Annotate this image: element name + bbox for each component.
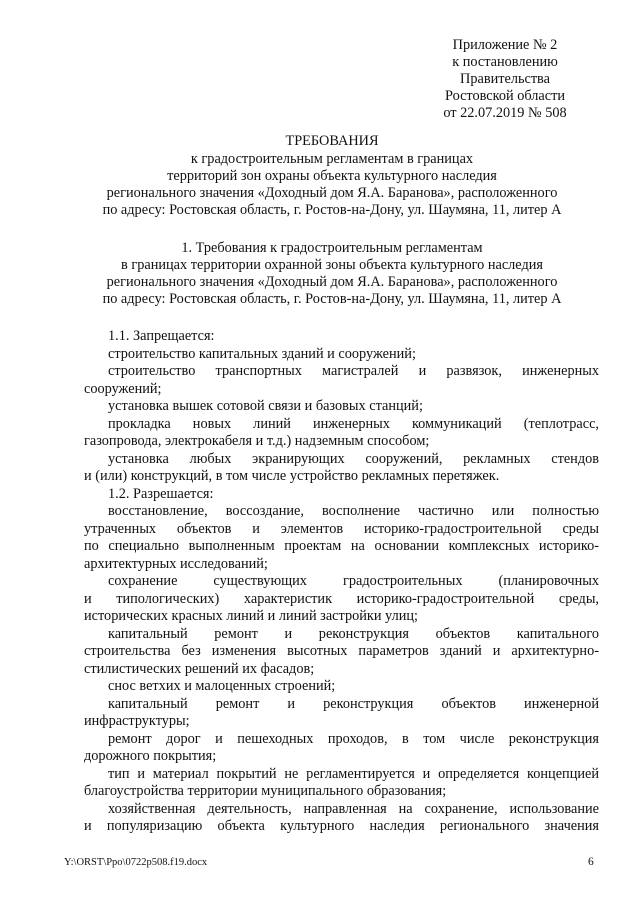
- body-line: установка вышек сотовой связи и базовых станций;: [108, 398, 423, 414]
- body-line: тип и материал покрытий не регламентируется и определяется концепцией: [108, 765, 599, 782]
- body-line: дорожного покрытия;: [84, 748, 217, 764]
- body-line: хозяйственная деятельность, направленная на сохранение, использование: [108, 800, 599, 817]
- body-line: и популяризацию объекта культурного наследия регионального значения: [84, 818, 599, 834]
- appendix-line: Ростовской области: [444, 88, 566, 104]
- title-line: территорий зон охраны объекта культурного наследия: [167, 168, 497, 184]
- body-line: стилистических решений их фасадов;: [84, 660, 315, 677]
- body-line: и типологических) характеристик историко-градостроительной среды,: [84, 590, 599, 607]
- document-body: [84, 328, 599, 836]
- page-number: 6: [588, 856, 594, 868]
- footer-file-path: Y:\ORST\Ppo\0722p508.f19.docx: [64, 857, 208, 868]
- body-line: восстановление, воссоздание, восполнение частично или полностью: [108, 503, 599, 519]
- body-line: капитальный ремонт и реконструкция объектов инженерной: [108, 695, 599, 712]
- body-line: прокладка новых линий инженерных коммуникаций (теплотрасс,: [108, 415, 599, 432]
- body-line: архитектурных исследований;: [84, 555, 268, 572]
- section-1-heading: [84, 240, 580, 308]
- document-title: [84, 133, 580, 219]
- body-line: и (или) конструкций, в том числе устройство рекламных перетяжек.: [84, 468, 500, 484]
- appendix-line: Правительства: [460, 71, 550, 87]
- body-line: благоустройства территории муниципального образования;: [84, 783, 447, 799]
- body-line: установка любых экранирующих сооружений, рекламных стендов: [108, 450, 599, 467]
- subsection-heading: 1.1. Запрещается:: [108, 328, 215, 344]
- section-heading-line: по адресу: Ростовская область, г. Ростов-на-Дону, ул. Шаумяна, 11, литер А: [102, 291, 562, 307]
- section-heading-line: в границах территории охранной зоны объекта культурного наследия: [121, 257, 543, 273]
- body-line: по специально выполненным проектам на основании комплексных историко-: [84, 538, 599, 554]
- body-line: снос ветхих и малоценных строений;: [108, 678, 336, 694]
- body-line: ремонт дорог и пешеходных проходов, в том числе реконструкция: [108, 730, 599, 747]
- body-line: утраченных объектов и элементов историко-градостроительной среды: [84, 520, 599, 537]
- appendix-line: от 22.07.2019 № 508: [443, 105, 567, 121]
- body-line: капитальный ремонт и реконструкция объектов капитального: [108, 625, 599, 642]
- title-line: регионального значения «Доходный дом Я.А. Баранова», расположенного: [106, 185, 558, 201]
- appendix-line: Приложение № 2: [452, 37, 558, 53]
- body-line: исторических красных линий и линий застройки улиц;: [84, 608, 418, 624]
- body-line: газопровода, электрокабеля и т.д.) надземным способом;: [84, 433, 430, 449]
- title-line: к градостроительным регламентам в границах: [190, 151, 474, 167]
- appendix-block: [410, 37, 600, 122]
- body-line: инфраструктуры;: [84, 713, 190, 729]
- section-heading-line: 1. Требования к градостроительным регламентам: [181, 240, 483, 256]
- section-heading-line: регионального значения «Доходный дом Я.А. Баранова», расположенного: [106, 274, 558, 290]
- subsection-heading: 1.2. Разрешается:: [108, 485, 214, 502]
- body-line: строительство капитальных зданий и сооружений;: [108, 345, 416, 362]
- body-line: строительства без изменения высотных параметров зданий и архитектурно-: [84, 643, 599, 659]
- title-heading: ТРЕБОВАНИЯ: [285, 133, 379, 149]
- title-line: по адресу: Ростовская область, г. Ростов-на-Дону, ул. Шаумяна, 11, литер А: [102, 202, 562, 218]
- appendix-line: к постановлению: [452, 54, 558, 70]
- body-line: сооружений;: [84, 380, 162, 397]
- body-line: строительство транспортных магистралей и развязок, инженерных: [108, 363, 599, 379]
- body-line: сохранение существующих градостроительных (планировочных: [108, 573, 599, 589]
